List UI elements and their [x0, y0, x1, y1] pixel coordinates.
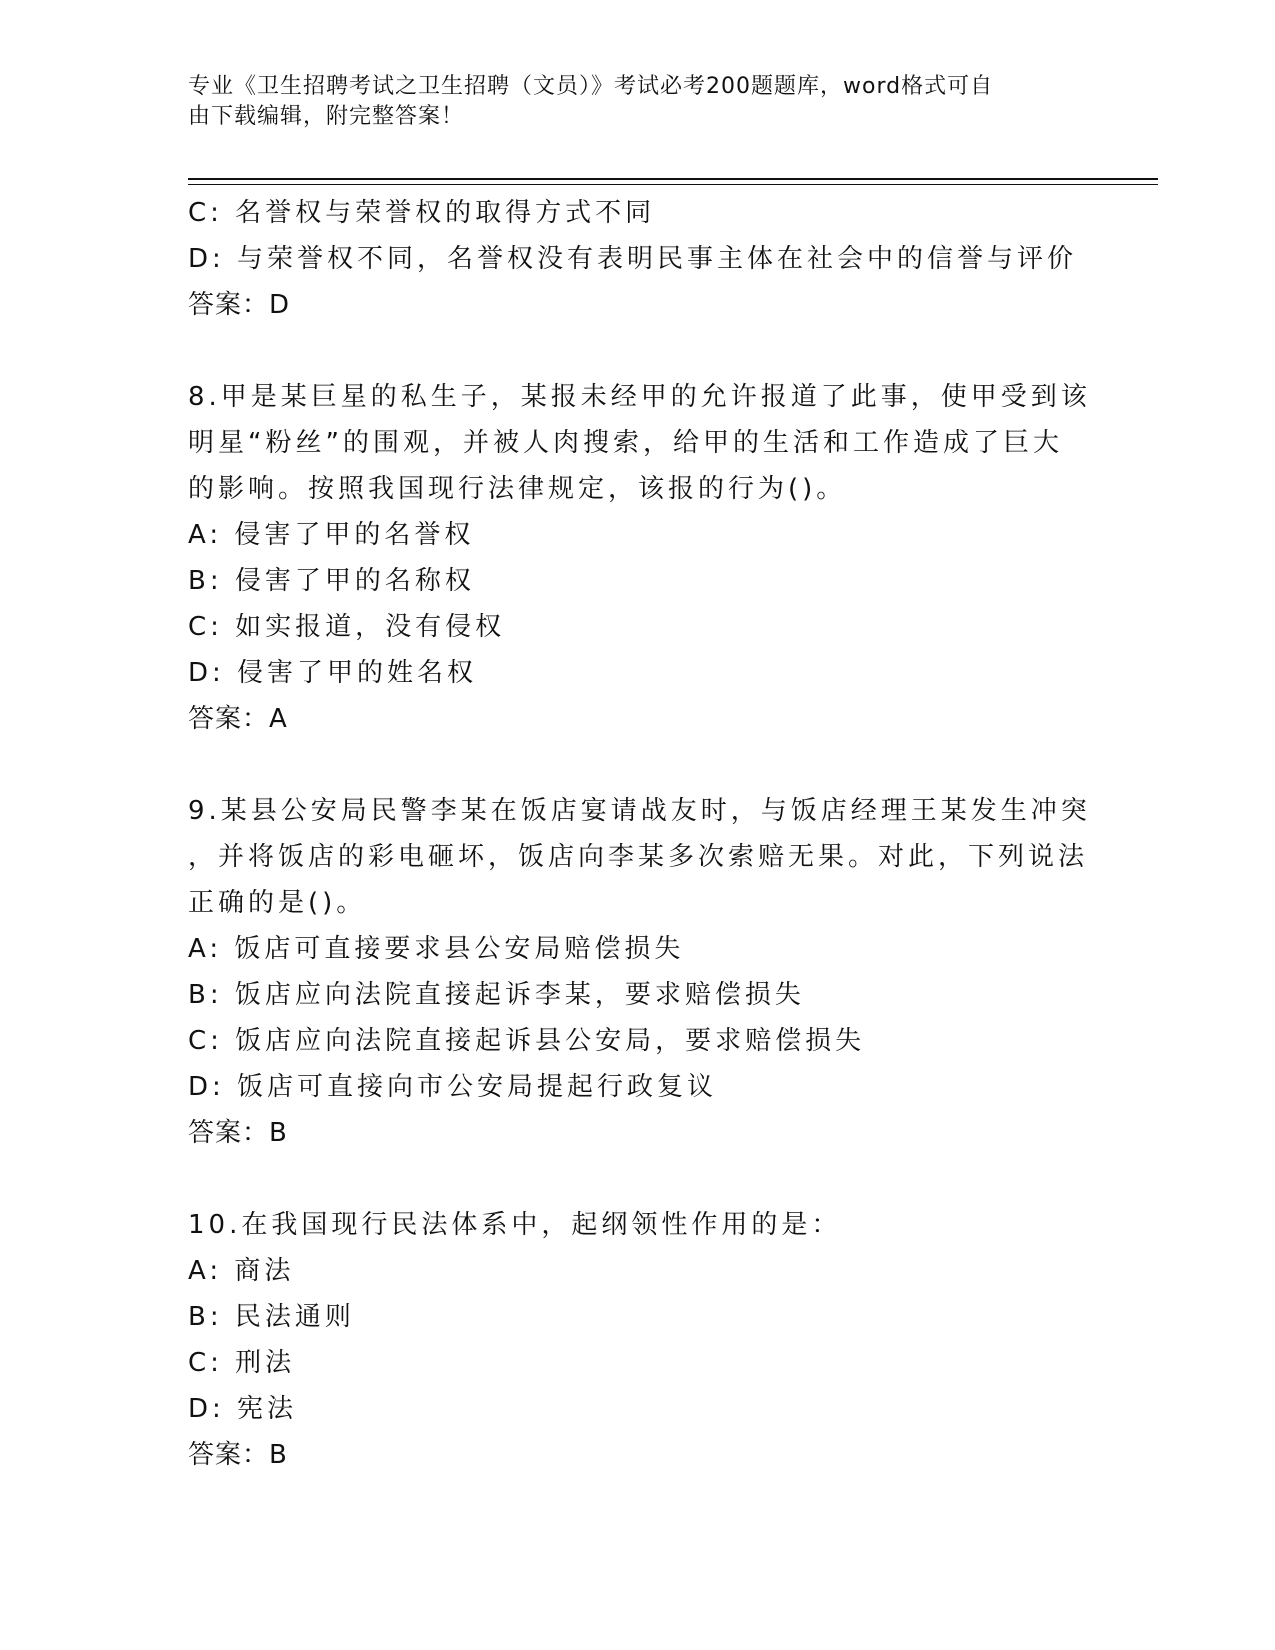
question-stem-line: 9.某县公安局民警李某在饭店宴请战友时，与饭店经理王某发生冲突 — [188, 796, 1091, 826]
answer-line: 答案：B — [188, 1118, 288, 1148]
option-a: A: 饭店可直接要求县公安局赔偿损失 — [188, 934, 685, 964]
header-divider-thin — [188, 184, 1158, 185]
option-a: A: 商法 — [188, 1256, 295, 1286]
question-stem-line: ，并将饭店的彩电砸坏，饭店向李某多次索赔无果。对此，下列说法 — [188, 842, 1089, 872]
question-stem-line: 8.甲是某巨星的私生子，某报未经甲的允许报道了此事，使甲受到该 — [188, 382, 1091, 412]
option-b: B: 民法通则 — [188, 1302, 355, 1332]
option-d: D: 与荣誉权不同，名誉权没有表明民事主体在社会中的信誉与评价 — [188, 244, 1078, 274]
question-stem-line: 明星“粉丝”的围观，并被人肉搜索，给甲的生活和工作造成了巨大 — [188, 428, 1063, 458]
question-list — [188, 190, 1091, 1478]
question-stem-line: 的影响。按照我国现行法律规定，该报的行为()。 — [188, 474, 847, 504]
header-line-1: 专业《卫生招聘考试之卫生招聘（文员）》考试必考200题题库，word格式可自 — [188, 74, 994, 99]
option-b: B: 侵害了甲的名称权 — [188, 566, 475, 596]
question-block-10 — [188, 1202, 1088, 1478]
option-d: D: 饭店可直接向市公安局提起行政复议 — [188, 1072, 718, 1102]
option-c: C: 名誉权与荣誉权的取得方式不同 — [188, 198, 656, 228]
option-c: C: 刑法 — [188, 1348, 296, 1378]
answer-line: 答案：D — [188, 290, 291, 320]
document-header — [188, 72, 1068, 132]
option-a: A: 侵害了甲的名誉权 — [188, 520, 475, 550]
answer-line: 答案：A — [188, 704, 288, 734]
header-divider-thick — [188, 178, 1158, 180]
option-b: B: 饭店应向法院直接起诉李某，要求赔偿损失 — [188, 980, 805, 1010]
answer-line: 答案：B — [188, 1440, 288, 1470]
option-d: D: 侵害了甲的姓名权 — [188, 658, 478, 688]
option-c: C: 如实报道，没有侵权 — [188, 612, 506, 642]
question-stem-line: 正确的是()。 — [188, 888, 367, 918]
header-line-2: 由下载编辑，附完整答案！ — [188, 104, 465, 129]
question-stem-line: 10.在我国现行民法体系中，起纲领性作用的是： — [188, 1210, 842, 1240]
option-d: D: 宪法 — [188, 1394, 298, 1424]
question-block-9 — [188, 788, 1091, 1156]
question-block-8 — [188, 374, 1091, 742]
question-block-prev — [188, 190, 1088, 328]
option-c: C: 饭店应向法院直接起诉县公安局，要求赔偿损失 — [188, 1026, 866, 1056]
